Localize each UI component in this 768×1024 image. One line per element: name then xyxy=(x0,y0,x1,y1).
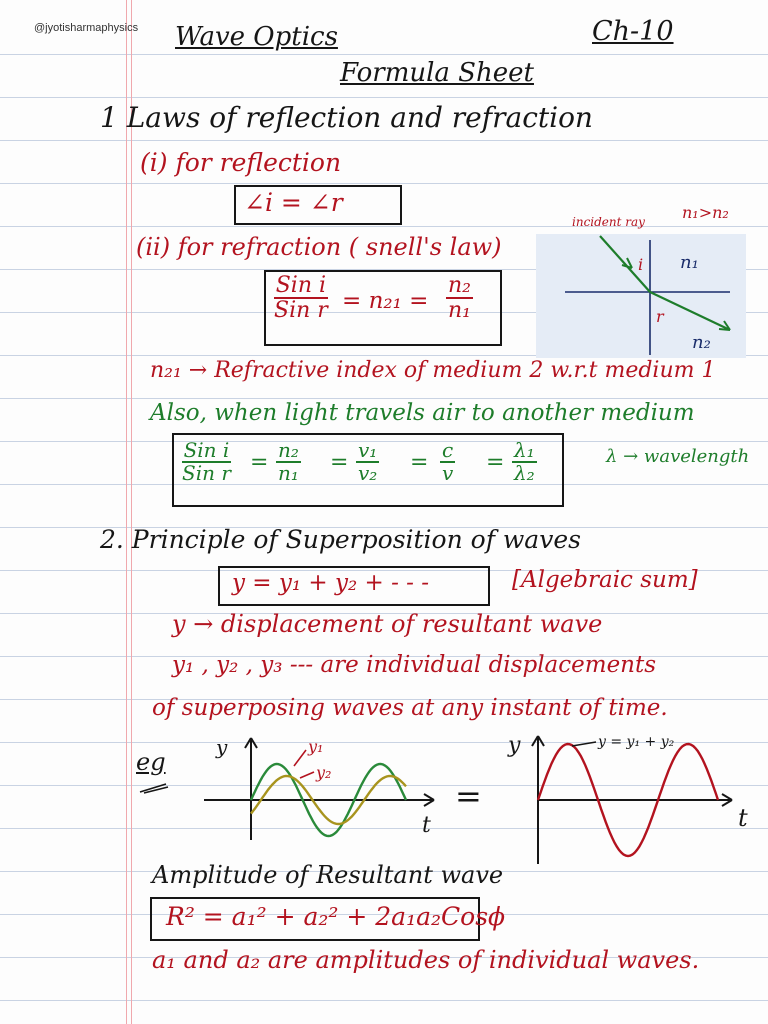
ratio-f1 xyxy=(180,440,233,484)
superposition-formula: y = y₁ + y₂ + - - - xyxy=(232,570,430,596)
superposition-line3: of superposing waves at any instant of time. xyxy=(152,695,668,721)
left-y-label: y xyxy=(216,735,228,759)
ratio-f1-den: Sin r xyxy=(182,461,231,485)
resultant-label: y = y₁ + y₂ xyxy=(598,734,675,750)
angle-r-label: r xyxy=(656,307,664,326)
ratio-f5-num: λ₁ xyxy=(514,438,535,462)
incident-ray-label: incident ray xyxy=(572,215,645,229)
ratio-eq1: = xyxy=(250,450,269,475)
ratio-f4 xyxy=(440,440,455,484)
wavelength-note: λ → wavelength xyxy=(606,446,750,467)
section2-heading: 2. Principle of Superposition of waves xyxy=(100,525,581,554)
medium2-label: n₂ xyxy=(692,332,711,353)
right-y-label: y xyxy=(508,733,521,758)
chapter-label: Ch-10 xyxy=(592,16,674,47)
wave1-label: y₁ xyxy=(308,737,324,756)
medium1-label: n₁ xyxy=(680,252,699,273)
right-t-label: t xyxy=(738,804,748,832)
ratio-f4-den: v xyxy=(442,461,454,485)
diagram-background xyxy=(536,234,746,358)
amplitude-formula: R² = a₁² + a₂² + 2a₁a₂Cosϕ xyxy=(166,902,506,931)
snell-rhs-fraction xyxy=(446,274,473,322)
ratio-f2-den: n₁ xyxy=(278,461,299,485)
page-subtitle: Formula Sheet xyxy=(340,58,534,88)
angle-i-label: i xyxy=(638,255,644,274)
wave2-label: y₂ xyxy=(316,763,332,782)
n21-definition: n₂₁ → Refractive index of medium 2 w.r.t medium 1 xyxy=(150,358,716,383)
ratio-f3 xyxy=(356,440,379,484)
ratio-eq2: = xyxy=(330,450,349,475)
margin-line-2 xyxy=(131,0,132,1024)
snell-rhs-den: n₁ xyxy=(448,298,471,324)
refraction-label: (ii) for refraction ( snell's law) xyxy=(136,233,502,261)
ratio-eq4: = xyxy=(486,450,505,475)
page-title: Wave Optics xyxy=(175,22,338,52)
amplitude-heading: Amplitude of Resultant wave xyxy=(152,861,504,889)
graphs-equals: = xyxy=(455,777,482,815)
reflection-label: (i) for reflection xyxy=(140,148,342,177)
ratio-f3-den: v₂ xyxy=(358,461,378,485)
watermark: @jyotisharmaphysics xyxy=(34,22,139,34)
refraction-diagram xyxy=(530,200,766,360)
component-waves-graph xyxy=(196,728,446,846)
margin-line xyxy=(126,0,127,1024)
example-underline-strokes xyxy=(136,782,172,794)
algebraic-sum-note: [Algebraic sum] xyxy=(512,567,698,593)
amplitude-note: a₁ and a₂ are amplitudes of individual waves. xyxy=(152,946,700,974)
ratio-f5 xyxy=(512,440,537,484)
y2-pointer xyxy=(300,772,314,778)
y1-pointer xyxy=(294,750,306,766)
example-label: eg xyxy=(136,748,166,776)
ratio-f3-num: v₁ xyxy=(358,438,378,462)
ratio-f5-den: λ₂ xyxy=(514,461,535,485)
snell-lhs-fraction xyxy=(272,274,330,322)
snell-rhs-num: n₂ xyxy=(448,273,471,298)
resultant-pointer xyxy=(572,742,596,746)
ratio-eq3: = xyxy=(410,450,429,475)
ratio-f2-num: n₂ xyxy=(278,438,299,462)
superposition-line1: y → displacement of resultant wave xyxy=(172,610,603,638)
snell-lhs-num: Sin i xyxy=(275,273,327,298)
superposition-line2: y₁ , y₂ , y₃ --- are individual displacements xyxy=(172,652,657,678)
snell-lhs-den: Sin r xyxy=(274,298,328,324)
snell-n21: = n₂₁ = xyxy=(342,288,429,314)
also-line: Also, when light travels air to another medium xyxy=(150,400,695,426)
index-relation: n₁>n₂ xyxy=(682,203,729,222)
left-t-label: t xyxy=(422,813,431,838)
ratio-f2 xyxy=(276,440,301,484)
section1-heading: 1 Laws of reflection and refraction xyxy=(100,101,593,134)
ratio-f4-num: c xyxy=(442,438,454,462)
reflection-formula: ∠i = ∠r xyxy=(244,188,343,217)
resultant-wave-graph xyxy=(500,722,766,872)
ratio-f1-num: Sin i xyxy=(183,438,230,462)
